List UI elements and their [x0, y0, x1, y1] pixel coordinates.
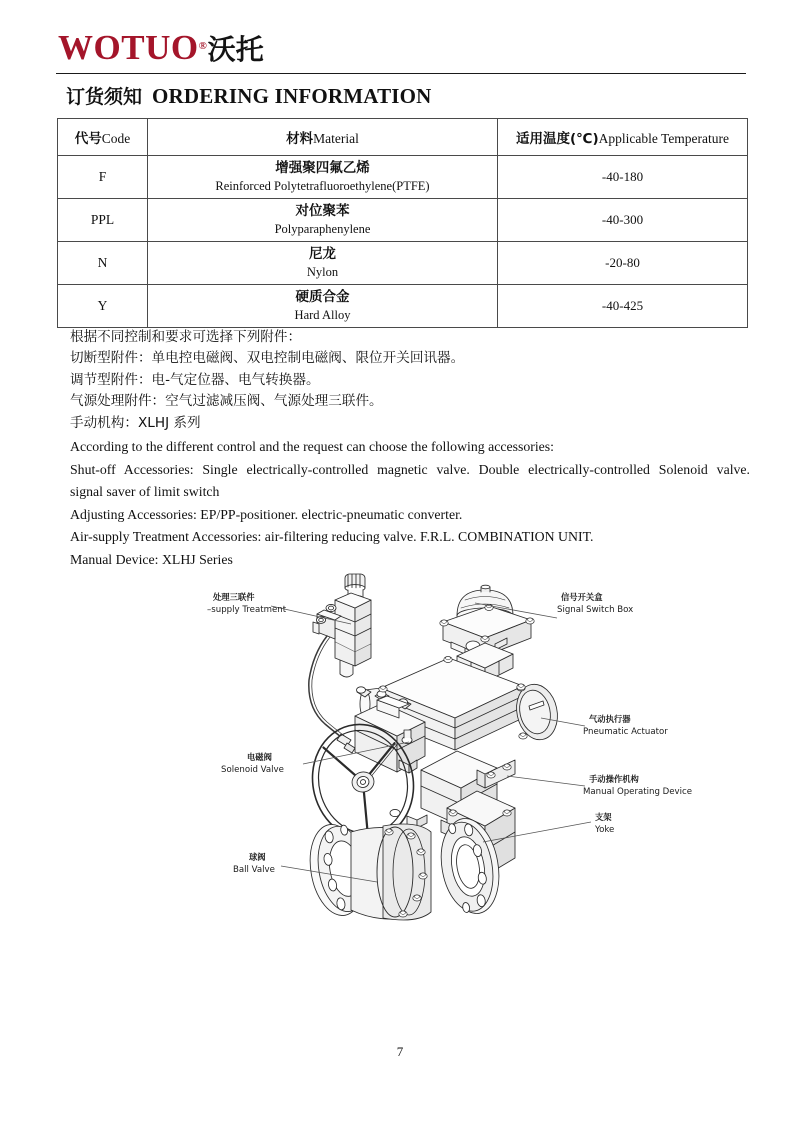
material-name-cn: 增强聚四氟乙烯 — [275, 159, 370, 176]
material-name-en: Reinforced Polytetrafluoroethylene(PTFE) — [215, 179, 430, 194]
registered-trademark-icon: ® — [198, 40, 207, 52]
label-signal-box-en: Signal Switch Box — [557, 605, 634, 615]
label-yoke-cn: 支架 — [595, 812, 612, 822]
material-name-en: Polyparaphenylene — [274, 222, 371, 237]
cell-temperature: -40-180 — [498, 156, 748, 199]
header-code-cn: 代号 — [74, 130, 102, 147]
label-actuator-cn: 气动执行器 — [589, 714, 631, 724]
label-signal-box-cn: 信号开关盒 — [561, 592, 603, 602]
material-table — [57, 118, 748, 328]
label-solenoid-en: Solenoid Valve — [221, 765, 284, 775]
label-frl-cn: 处理三联件 — [213, 592, 255, 602]
label-manual-device-en: Manual Operating Device — [583, 787, 693, 797]
chinese-note-line: 切断型附件：单电控电磁阀、双电控制电磁阀、限位开关回讯器。 — [70, 350, 465, 367]
page-title — [66, 82, 432, 109]
label-yoke-en: Yoke — [595, 825, 615, 835]
header-cell-temperature — [498, 119, 748, 156]
english-note-line: Manual Device: XLHJ Series — [70, 551, 233, 567]
material-name-en: Hard Alloy — [294, 308, 351, 323]
header-divider — [56, 73, 746, 74]
cell-material — [148, 156, 498, 199]
logo-latin-text: WOTUO — [58, 28, 199, 67]
label-actuator-en: Pneumatic Actuator — [583, 727, 668, 737]
cell-temperature: -40-300 — [498, 199, 748, 242]
cell-temperature: -40-425 — [498, 285, 748, 328]
assembly-diagram — [185, 570, 705, 930]
logo-chinese-text: 沃托 — [207, 33, 264, 66]
pneumatic-ball-valve-drawing — [185, 570, 705, 930]
brand-logo — [58, 30, 264, 65]
header-temp-cn: 适用温度(℃) — [515, 130, 599, 147]
table-row — [58, 199, 748, 242]
english-note-line: According to the different control and the request can choose the following accessories: — [70, 439, 555, 454]
chinese-note-line: 气源处理附件：空气过滤减压阀、气源处理三联件。 — [70, 393, 383, 410]
label-manual-device-cn: 手动操作机构 — [589, 774, 639, 784]
label-solenoid-cn: 电磁阀 — [247, 752, 272, 762]
english-note-line: Shut-off Accessories: Single electrically-controlled magnetic valve. Double electrically-controlled Solenoid valve. — [70, 461, 750, 477]
label-ball-valve-cn: 球阀 — [249, 852, 266, 862]
english-note-line: Adjusting Accessories: EP/PP-positioner. electric-pneumatic converter. — [70, 506, 463, 522]
label-frl-en: –supply Treatment — [207, 605, 287, 615]
cell-material — [148, 199, 498, 242]
cell-code: N — [58, 242, 148, 285]
page-title-english: ORDERING INFORMATION — [152, 84, 432, 108]
material-name-cn: 硬质合金 — [295, 288, 350, 305]
header-cell-code — [58, 119, 148, 156]
cell-code: PPL — [58, 199, 148, 242]
table-row — [58, 242, 748, 285]
header-material-en: Material — [313, 130, 359, 146]
label-ball-valve-en: Ball Valve — [233, 865, 275, 875]
material-name-en: Nylon — [306, 265, 339, 280]
ball-valve-body — [303, 814, 506, 920]
page-number: 7 — [396, 1044, 404, 1059]
cell-material — [148, 285, 498, 328]
cell-temperature: -20-80 — [498, 242, 748, 285]
header-code-en: Code — [101, 130, 131, 146]
frl-unit — [313, 574, 371, 677]
table-row — [58, 156, 748, 199]
material-name-cn: 尼龙 — [309, 245, 336, 262]
english-notes-block — [70, 436, 750, 572]
chinese-note-line: 调节型附件：电-气定位器、电气转换器。 — [70, 371, 320, 388]
english-note-line: Air-supply Treatment Accessories: air-filtering reducing valve. F.R.L. COMBINATION UNIT. — [70, 529, 594, 545]
table-row — [58, 285, 748, 328]
cell-code: Y — [58, 285, 148, 328]
chinese-note-line: 手动机构：XLHJ 系列 — [70, 414, 201, 431]
header-cell-material — [148, 119, 498, 156]
chinese-note-line: 根据不同控制和要求可选择下列附件： — [70, 329, 302, 345]
table-header-row — [58, 119, 748, 156]
header-material-cn: 材料 — [286, 130, 314, 147]
page-title-chinese: 订货须知 — [66, 86, 143, 108]
cell-material — [148, 242, 498, 285]
chinese-notes-block — [70, 327, 690, 434]
header-temp-en: Applicable Temperature — [598, 130, 730, 146]
cell-code: F — [58, 156, 148, 199]
english-note-line: signal saver of limit switch — [70, 484, 220, 500]
material-name-cn: 对位聚苯 — [295, 202, 350, 219]
